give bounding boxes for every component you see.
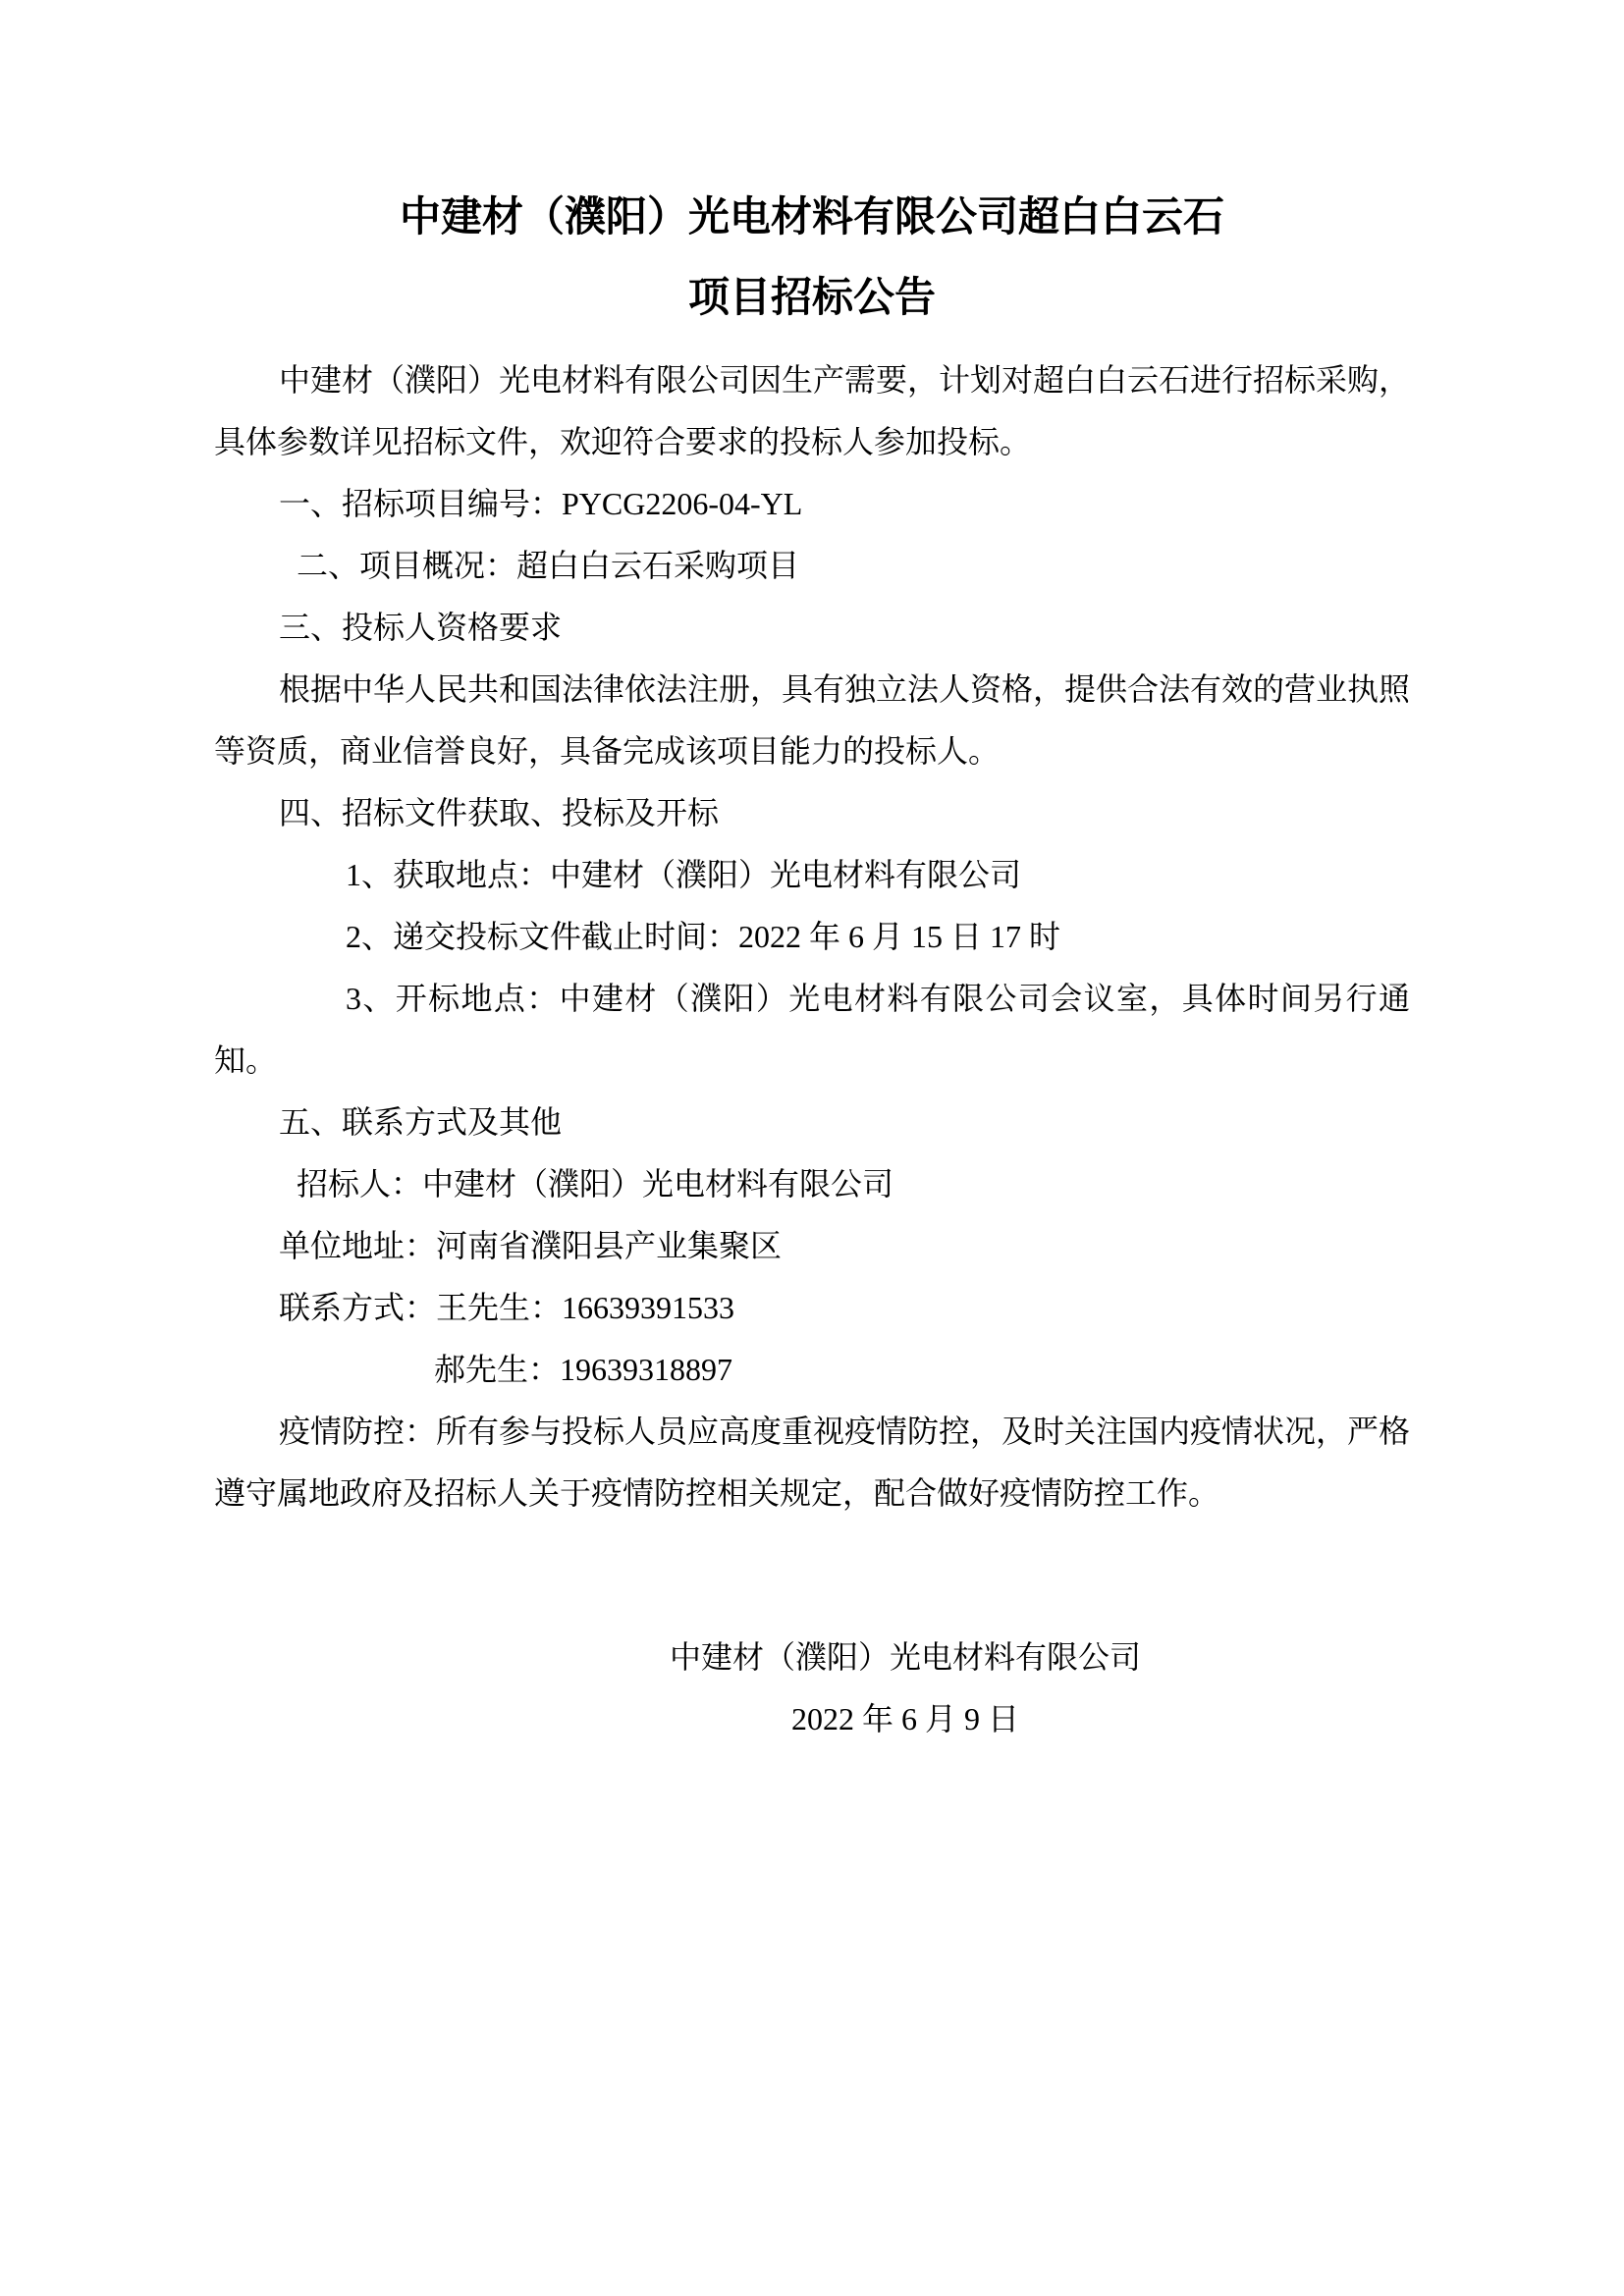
section-4-item-1-pickup-location: 1、获取地点：中建材（濮阳）光电材料有限公司 <box>346 857 1022 892</box>
tenderer-line: 招标人：中建材（濮阳）光电材料有限公司 <box>297 1166 894 1201</box>
signature-company: 中建材（濮阳）光电材料有限公司 <box>669 1639 1141 1675</box>
address-line: 单位地址：河南省濮阳县产业集聚区 <box>279 1228 783 1263</box>
epidemic-notice: 疫情防控：所有参与投标人员应高度重视疫情防控，及时关注国内疫情状况，严格遵守属地政府及招标人关于疫情防控相关规定，配合做好疫情防控工作。 <box>214 1414 1411 1511</box>
section-4-item-3-opening-location: 3、开标地点：中建材（濮阳）光电材料有限公司会议室，具体时间另行通知。 <box>214 981 1410 1078</box>
section-5-heading: 五、联系方式及其他 <box>279 1104 563 1140</box>
section-2-project-overview: 二、项目概况：超白白云石采购项目 <box>297 548 800 583</box>
signature-block <box>214 1627 1410 1750</box>
signature-date: 2022 年 6 月 9 日 <box>790 1701 1019 1736</box>
section-1-project-number: 一、招标项目编号：PYCG2206-04-YL <box>279 486 803 521</box>
document-title-line1: 中建材（濮阳）光电材料有限公司超白白云石 <box>399 193 1224 240</box>
section-3-bidder-qualifications: 三、投标人资格要求 <box>279 610 563 645</box>
contact-line-hao: 郝先生：19639318897 <box>434 1352 733 1387</box>
intro-paragraph: 中建材（濮阳）光电材料有限公司因生产需要，计划对超白白云石进行招标采购，具体参数详见招标文件，欢迎符合要求的投标人参加投标。 <box>214 362 1411 459</box>
section-4-item-2-deadline: 2、递交投标文件截止时间：2022 年 6 月 15 日 17 时 <box>346 919 1061 954</box>
document-title-line2: 项目招标公告 <box>687 274 936 320</box>
section-4-heading: 四、招标文件获取、投标及开标 <box>279 795 720 830</box>
footer-spacer <box>214 1524 1410 1627</box>
document-body <box>214 349 1410 1524</box>
contact-line-wang: 联系方式：王先生：16639391533 <box>279 1290 735 1325</box>
document-title <box>214 177 1410 338</box>
section-3-detail: 根据中华人民共和国法律依法注册，具有独立法人资格，提供合法有效的营业执照等资质，商业信誉良好，具备完成该项目能力的投标人。 <box>214 671 1411 769</box>
